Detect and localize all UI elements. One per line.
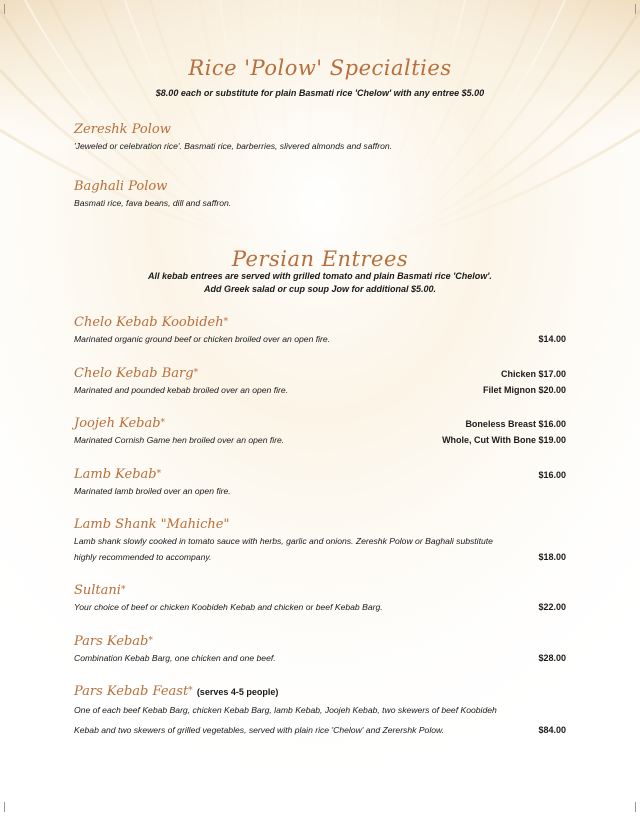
entrees-subtitle-line2: Add Greek salad or cup soup Jow for additional $5.00. [203,284,437,294]
menu-item [74,684,566,740]
item-name: Chelo Kebab Koobideh* [74,315,229,330]
star-marker: * [223,317,229,327]
crop-mark [625,4,636,14]
serves-note: (serves 4-5 people) [196,687,279,697]
item-price: $14.00 [538,334,566,344]
item-description: Marinated lamb broiled over an open fire. [74,486,231,496]
item-name: Chelo Kebab Barg* [74,366,199,381]
item-description: Combination Kebab Barg, one chicken and one beef. [74,653,276,663]
item-price: $18.00 [538,552,566,562]
menu-item [74,366,566,398]
item-description: 'Jeweled or celebration rice'. Basmati rice, barberries, slivered almonds and saffron. [74,141,393,151]
item-description: Marinated Cornish Game hen broiled over an open fire. [74,435,285,445]
rice-section-subtitle: $8.00 each or substitute for plain Basmati rice 'Chelow' with any entree $5.00 [155,88,485,98]
crop-mark [4,802,15,812]
entrees-subtitle-line1: All kebab entrees are served with grilled tomato and plain Basmati rice 'Chelow'. [148,271,492,281]
star-marker: * [188,686,193,696]
item-price: $28.00 [538,653,566,663]
crop-mark [4,4,15,14]
menu-item [74,179,566,211]
item-price: Whole, Cut With Bone $19.00 [442,435,566,445]
star-marker: * [120,585,126,595]
item-name: Pars Kebab Feast* (serves 4-5 people) [74,684,279,699]
menu-item [74,122,566,154]
item-description: One of each beef Kebab Barg, chicken Kebab Barg, lamb Kebab, Joojeh Kebab, two skewers of beef Koobideh [74,705,497,715]
item-description: Marinated and pounded kebab broiled over an open fire. [74,385,289,395]
item-name: Sultani* [74,583,126,598]
star-marker: * [148,636,153,646]
menu-item [74,517,566,565]
item-description: Lamb shank slowly cooked in tomato sauce with herbs, garlic and onions. Zereshk Polow or Baghali substitute [74,536,493,546]
item-name: Lamb Kebab* [74,467,162,482]
item-price: Filet Mignon $20.00 [482,385,566,395]
star-marker: * [193,368,199,378]
item-price: $22.00 [538,602,566,612]
item-price: Boneless Breast $16.00 [465,419,566,429]
menu-item [74,315,566,347]
item-description: Basmati rice, fava beans, dill and saffron. [74,198,232,208]
menu-item [74,583,566,615]
item-name: Lamb Shank "Mahiche" [74,517,230,532]
item-description: Marinated organic ground beef or chicken broiled over an open fire. [74,334,331,344]
item-name: Pars Kebab* [74,634,153,649]
item-description: Your choice of beef or chicken Koobideh Kebab and chicken or beef Kebab Barg. [74,602,383,612]
item-price: $84.00 [538,725,566,735]
menu-item [74,467,566,499]
item-description: Kebab and two skewers of grilled vegetables, served with plain rice 'Chelow' and Zerershk Polow. [74,725,445,735]
item-price: $16.00 [538,470,566,480]
menu-item [74,634,566,666]
star-marker: * [156,469,162,479]
item-name: Baghali Polow [74,179,168,194]
menu-item [74,416,566,448]
entrees-section-title: Persian Entrees [231,247,409,271]
crop-mark [625,802,636,812]
item-name: Zereshk Polow [74,122,171,137]
item-name: Joojeh Kebab* [74,416,166,431]
star-marker: * [160,418,166,428]
item-description: highly recommended to accompany. [74,552,212,562]
item-price: Chicken $17.00 [500,369,566,379]
rice-section-title: Rice 'Polow' Specialties [188,56,452,80]
